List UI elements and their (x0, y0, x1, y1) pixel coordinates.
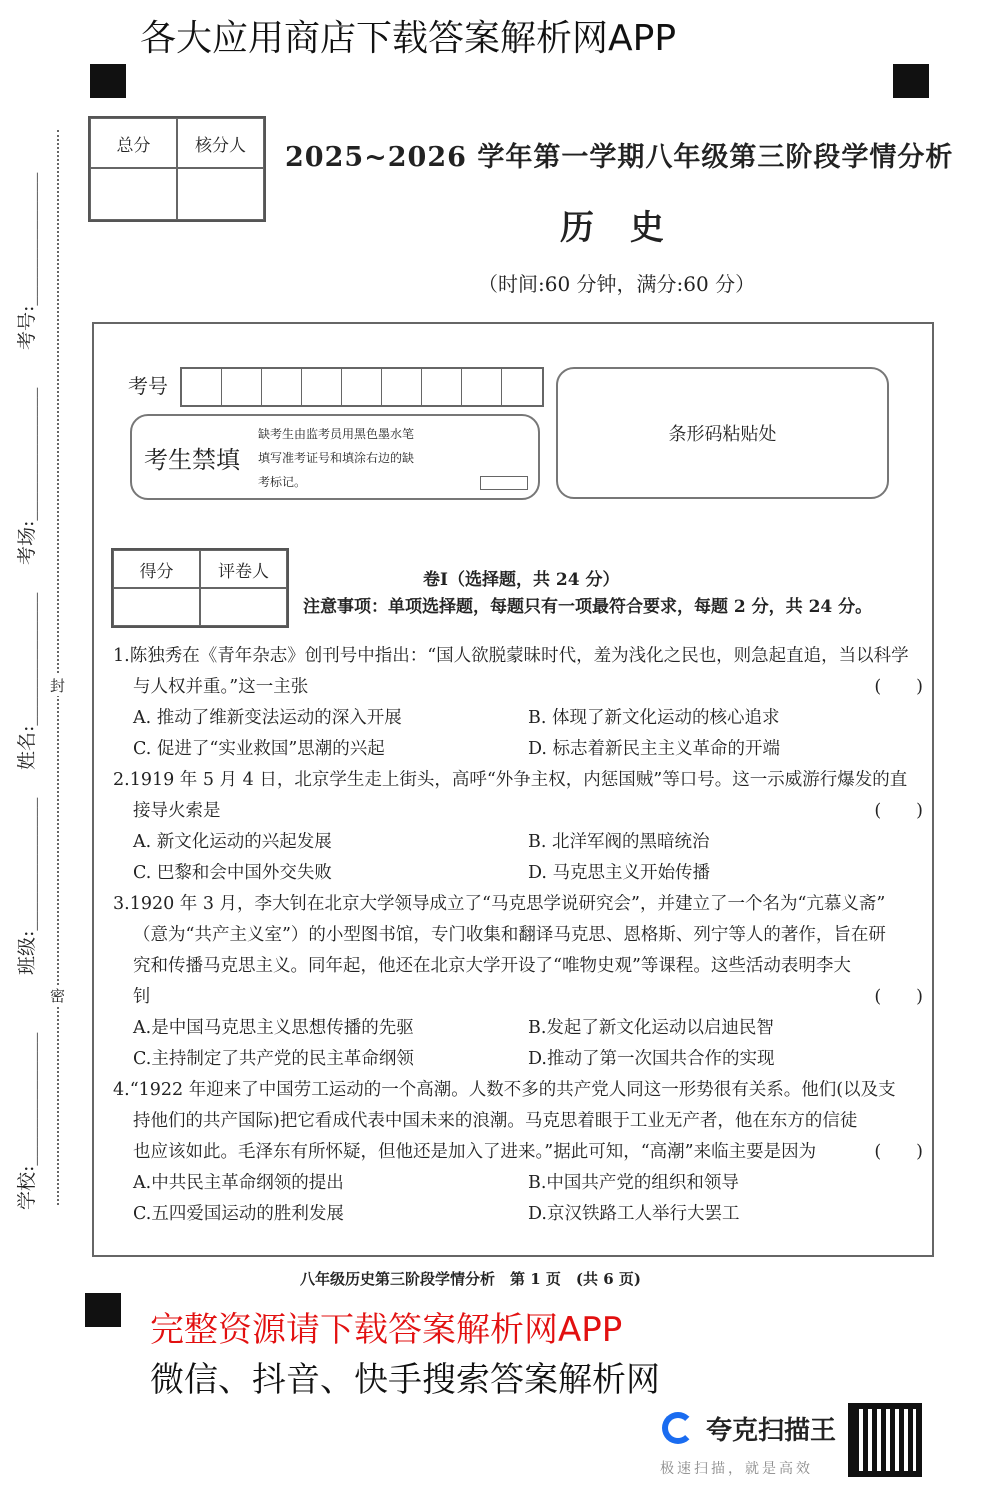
answer-blank: ( ) (874, 987, 923, 1007)
option: C.五四爱国运动的胜利发展 (133, 1204, 344, 1224)
option: B.中国共产党的组织和领导 (528, 1173, 739, 1193)
seal-char: 封 (50, 677, 66, 695)
field-exam-no: 考号:______________ (16, 172, 38, 350)
watermark-center: 完整资源请下载答案解析网APP (150, 1310, 623, 1350)
grade-table (111, 548, 289, 628)
time-info: （时间:60 分钟，满分:60 分） (478, 272, 756, 296)
exam-no-boxes[interactable] (180, 367, 544, 407)
scanner-slogan: 极速扫描，就是高效 (660, 1461, 813, 1477)
page-footer: 八年级历史第三阶段学情分析 第 1 页 (共 6 页) (300, 1270, 641, 1288)
cell (177, 168, 264, 220)
subject-title: 历 史 (560, 208, 676, 248)
field-name: 姓名:______________ (16, 592, 38, 770)
qr-code-icon (848, 1403, 922, 1477)
option: D.推动了第一次国共合作的实现 (528, 1049, 775, 1069)
answer-blank: ( ) (874, 677, 923, 697)
watermark-top: 各大应用商店下载答案解析网APP (140, 18, 677, 59)
answer-blank: ( ) (874, 1142, 923, 1162)
registration-mark (893, 64, 929, 98)
field-class: 班级:______________ (16, 797, 38, 975)
section-title: 卷Ⅰ（选择题，共 24 分） (423, 570, 620, 590)
field-school: 学校:______________ (16, 1032, 38, 1210)
answer-blank: ( ) (874, 801, 923, 821)
cell: 评卷人 (200, 550, 287, 588)
cell: 总分 (90, 118, 177, 168)
field-exam-room: 考场:______________ (16, 387, 38, 565)
option: D. 马克思主义开始传播 (528, 863, 711, 883)
option: D.京汉铁路工人举行大罢工 (528, 1204, 740, 1224)
cell: 核分人 (177, 118, 264, 168)
cell (200, 588, 287, 626)
cell (90, 168, 177, 220)
registration-mark (85, 1293, 121, 1327)
option: C. 促进了“实业救国”思潮的兴起 (133, 739, 385, 759)
watermark-bottom: 微信、抖音、快手搜索答案解析网 (150, 1360, 660, 1400)
option: C.主持制定了共产党的民主革命纲领 (133, 1049, 414, 1069)
cell (113, 588, 200, 626)
registration-mark (90, 64, 126, 98)
exam-no-label: 考号 (128, 374, 168, 398)
forbidden-note: 缺考生由监考员用黑色墨水笔 填写准考证号和填涂右边的缺 考标记。 (258, 427, 415, 489)
absent-mark-box[interactable] (480, 476, 528, 490)
option: A.是中国马克思主义思想传播的先驱 (133, 1018, 414, 1038)
scanner-name: 夸克扫描王 (706, 1416, 837, 1446)
exam-title: 2025~2026 学年第一学期八年级第三阶段学情分析 (285, 142, 954, 173)
cell: 得分 (113, 550, 200, 588)
option: A. 推动了维新变法运动的深入开展 (133, 708, 402, 728)
forbidden-box (130, 414, 540, 500)
option: B. 体现了新文化运动的核心追求 (528, 708, 780, 728)
barcode-area: 条形码粘贴处 (556, 367, 889, 499)
option: A. 新文化运动的兴起发展 (133, 832, 332, 852)
option: B.发起了新文化运动以启迪民智 (528, 1018, 774, 1038)
score-table (88, 116, 266, 222)
forbidden-label: 考生禁填 (144, 446, 240, 474)
seal-char: 密 (50, 987, 66, 1005)
seal-line (57, 130, 59, 1205)
question-list: 1.陈独秀在《青年杂志》创刊号中指出：“国人欲脱蒙昧时代，羞为浅化之民也，则急起直追，当以科学 与人权并重。”这一主张 ( ) A. 推动了维新变法运动的深入开展 B. 体现了新文化运动的核心追求 C. 促进了“实业救国”思潮的兴起 D. 标志着新民主主义革命的开端 2.1919 年 5 月 4 日，北京学生走上街头，高呼“外争主权，内惩国贼”等口号。这一示威游行爆发的直 接导火索是 ( ) A. 新文化运动的兴起发展 B. 北洋军阀的黑暗统治 C. 巴黎和会中国外交失败 D. 马克思主义开始传播 3.1920 年 3 月，李大钊在北京大学领导成立了“马克思学说研究会”，并建立了一个名为“亢慕义斋” （意为“共产主义室”）的小型图书馆，专门收集和翻译马克思、恩格斯、列宁等人的著作，旨在研 究和传播马克思主义。同年起，他还在北京大学开设了“唯物史观”等课程。这些活动表明李大 钊 ( ) A.是中国马克思主义思想传播的先驱 B.发起了新文化运动以启迪民智 C.主持制定了共产党的民主革命纲领 D.推动了第一次国共合作的实现 4.“1922 年迎来了中国劳工运动的一个高潮。人数不多的共产党人同这一形势很有关系。他们(以及支 持他们的共产国际)把它看成代表中国未来的浪潮。马克思着眼于工业无产者，他在东方的信徒 也应该如此。毛泽东有所怀疑，但他还是加入了进来。”据此可知，“高潮”来临主要是因为 ( ) A.中共民主革命纲领的提出 B.中国共产党的组织和领导 C.五四爱国运动的胜利发展 D.京汉铁路工人举行大罢工 (113, 641, 923, 1230)
option: B. 北洋军阀的黑暗统治 (528, 832, 710, 852)
option: C. 巴黎和会中国外交失败 (133, 863, 332, 883)
scanner-logo-icon (662, 1412, 694, 1444)
option: A.中共民主革命纲领的提出 (133, 1173, 344, 1193)
section-note: 注意事项：单项选择题，每题只有一项最符合要求，每题 2 分，共 24 分。 (303, 597, 873, 617)
option: D. 标志着新民主主义革命的开端 (528, 739, 781, 759)
